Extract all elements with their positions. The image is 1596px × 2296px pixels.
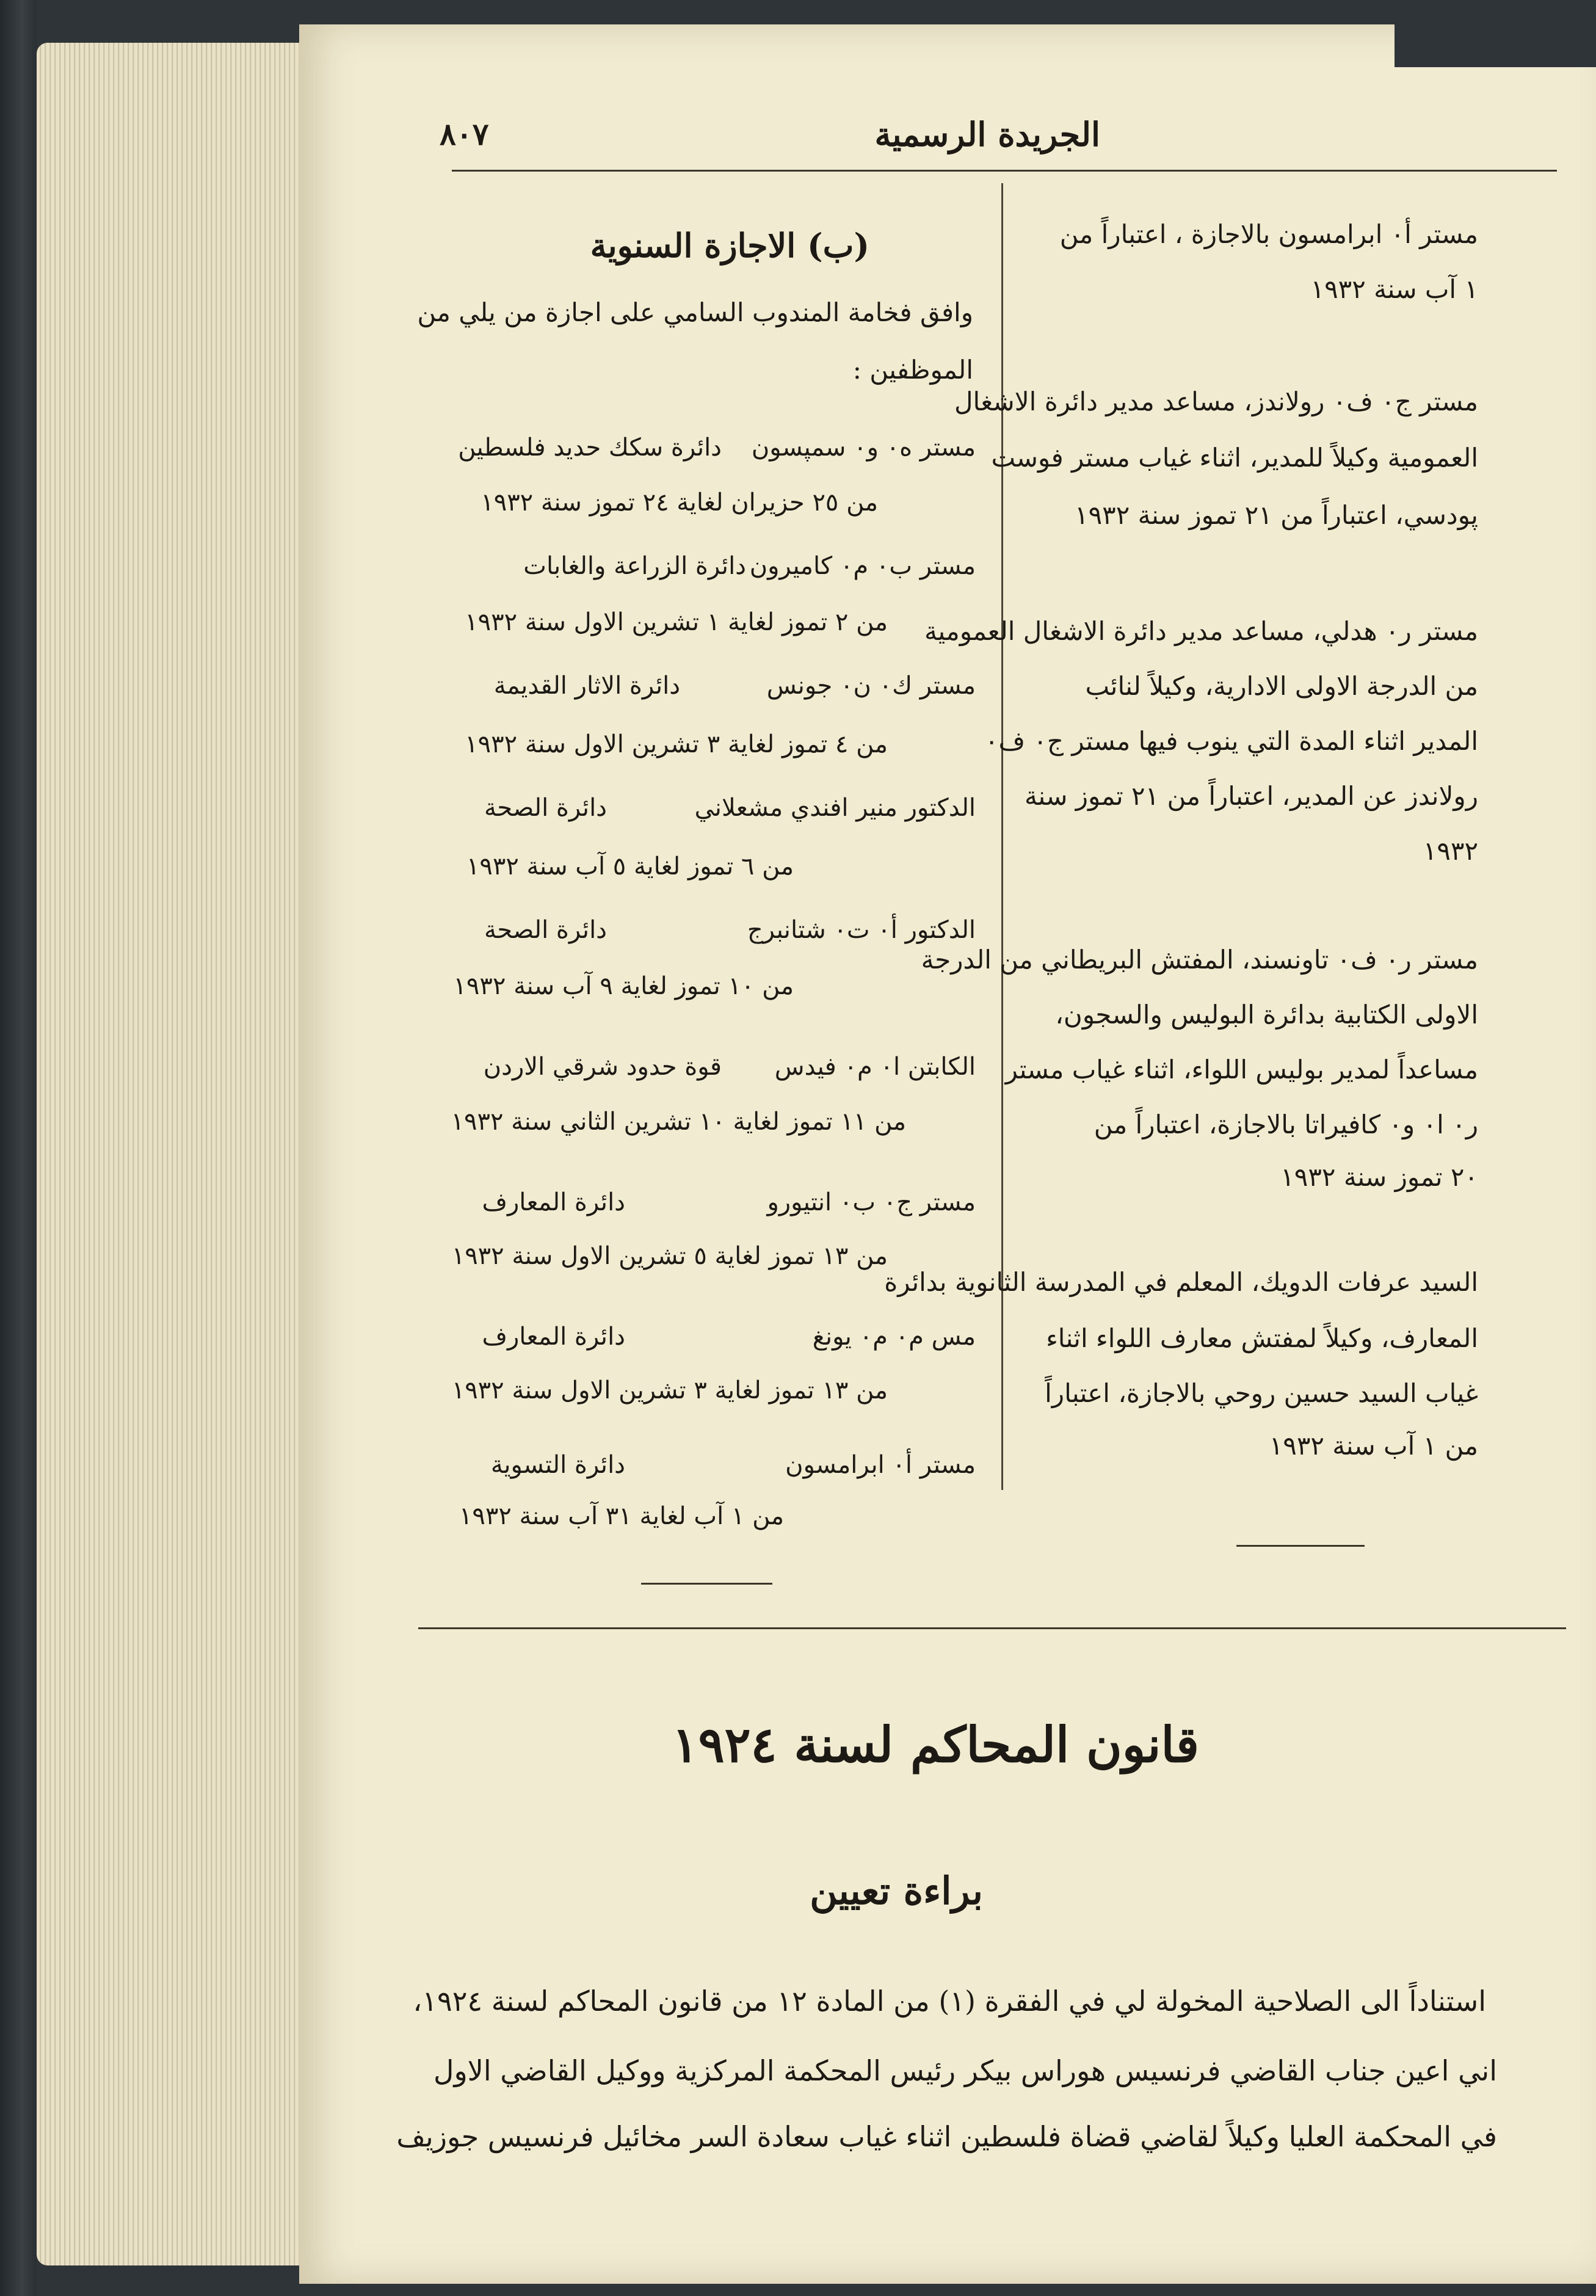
entry-name: مستر ه٠ و٠ سمپسون — [751, 434, 976, 462]
page-number: ٨٠٧ — [440, 116, 489, 152]
page-stack — [37, 43, 305, 2265]
header-rule — [452, 170, 1557, 172]
right-line: ١٩٣٢ — [1423, 836, 1478, 866]
intro-line: الموظفين : — [852, 355, 973, 385]
entry-dept: دائرة الاثار القديمة — [493, 672, 680, 700]
entry-dept: دائرة الزراعة والغابات — [523, 552, 746, 580]
torn-corner — [1395, 24, 1596, 67]
right-line: مستر ج٠ ف٠ رولاندز، مساعد مدير دائرة الاشغال — [954, 387, 1478, 416]
column-end-rule — [1236, 1545, 1365, 1547]
section-divider — [418, 1627, 1566, 1629]
right-line: مساعداً لمدير بوليس اللواء، اثناء غياب مستر — [1005, 1055, 1478, 1084]
entry-dates: من ١١ تموز لغاية ١٠ تشرين الثاني سنة ١٩٣٢ — [451, 1108, 906, 1136]
right-line: السيد عرفات الدويك، المعلم في المدرسة الثانوية بدائرة — [884, 1267, 1478, 1297]
right-line: الاولى الكتابية بدائرة البوليس والسجون، — [1055, 1000, 1478, 1030]
right-line: مستر ر٠ هدلي، مساعد مدير دائرة الاشغال العمومية — [924, 616, 1478, 646]
entry-dates: من ١ آب لغاية ٣١ آب سنة ١٩٣٢ — [459, 1502, 784, 1530]
body-line: اني اعين جناب القاضي فرنسيس هوراس بيكر رئيس المحكمة المركزية ووكيل القاضي الاول — [433, 2054, 1497, 2087]
entry-dept: دائرة المعارف — [482, 1188, 625, 1216]
right-line: ٢٠ تموز سنة ١٩٣٢ — [1280, 1162, 1478, 1192]
entry-dept: قوة حدود شرقي الاردن — [483, 1053, 722, 1081]
right-line: المدير اثناء المدة التي ينوب فيها مستر ج٠ ف٠ — [984, 726, 1478, 756]
entry-dates: من ٢٥ حزيران لغاية ٢٤ تموز سنة ١٩٣٢ — [481, 489, 878, 517]
body-line: في المحكمة العليا وكيلاً لقاضي قضاة فلسطين اثناء غياب سعادة السر مخائيل فرنسيس جوزيف — [396, 2120, 1497, 2153]
entry-name: مستر أ٠ ابرامسون — [785, 1451, 976, 1479]
entry-name: الدكتور أ٠ ت٠ شتانبرج — [747, 916, 976, 944]
entry-name: مستر ك٠ ن٠ جونس — [766, 672, 976, 700]
entry-dates: من ١٣ تموز لغاية ٥ تشرين الاول سنة ١٩٣٢ — [451, 1242, 888, 1270]
entry-dates: من ٤ تموز لغاية ٣ تشرين الاول سنة ١٩٣٢ — [465, 730, 888, 758]
right-line: من ١ آب سنة ١٩٣٢ — [1269, 1431, 1478, 1461]
law-title: قانون المحاكم لسنة ١٩٢٤ — [672, 1716, 1199, 1773]
entry-name: مس م٠ م٠ يونغ — [812, 1323, 976, 1351]
intro-line: وافق فخامة المندوب السامي على اجازة من يلي من — [417, 297, 973, 327]
entry-dept: دائرة المعارف — [482, 1323, 625, 1351]
entry-name: الدكتور منير افندي مشعلاني — [694, 794, 976, 822]
right-line: مستر أ٠ ابرامسون بالاجازة ، اعتباراً من — [1059, 219, 1478, 249]
entry-dates: من ١٠ تموز لغاية ٩ آب سنة ١٩٣٢ — [453, 972, 794, 1000]
page-title: الجريدة الرسمية — [874, 115, 1100, 154]
entry-dept: دائرة الصحة — [484, 916, 607, 944]
entry-name: الكابتن ا٠ م٠ فيدس — [774, 1053, 976, 1081]
right-line: العمومية وكيلاً للمدير، اثناء غياب مستر فوست — [991, 443, 1478, 473]
right-line: ١ آب سنة ١٩٣٢ — [1310, 274, 1478, 304]
right-line: من الدرجة الاولى الادارية، وكيلاً لنائب — [1085, 671, 1478, 701]
right-line: مستر ر٠ ف٠ تاونسند، المفتش البريطاني من الدرجة — [921, 945, 1478, 975]
body-line: استناداً الى الصلاحية المخولة لي في الفقرة (١) من المادة ١٢ من قانون المحاكم لسنة ١٩٢٤، — [413, 1985, 1486, 2018]
entry-dept: دائرة التسوية — [490, 1451, 625, 1479]
book-cover-edge — [0, 0, 37, 2296]
right-line: رولاندز عن المدير، اعتباراً من ٢١ تموز سنة — [1025, 781, 1478, 811]
column-end-rule — [641, 1583, 772, 1585]
entry-dept: دائرة الصحة — [484, 794, 607, 822]
right-line: المعارف، وكيلاً لمفتش معارف اللواء اثناء — [1046, 1323, 1478, 1353]
entry-dept: دائرة سكك حديد فلسطين — [458, 434, 722, 462]
section-heading: (ب) الاجازة السنوية — [590, 226, 869, 265]
entry-dates: من ٢ تموز لغاية ١ تشرين الاول سنة ١٩٣٢ — [465, 608, 888, 636]
entry-name: مستر ب٠ م٠ كاميرون — [749, 552, 976, 580]
right-line: ر٠ ا٠ و٠ كافيراتا بالاجازة، اعتباراً من — [1094, 1110, 1478, 1139]
entry-dates: من ٦ تموز لغاية ٥ آب سنة ١٩٣٢ — [466, 852, 794, 881]
entry-name: مستر ج٠ ب٠ انتيورو — [767, 1188, 976, 1216]
right-line: غياب السيد حسين روحي بالاجازة، اعتباراً — [1045, 1378, 1478, 1408]
entry-dates: من ١٣ تموز لغاية ٣ تشرين الاول سنة ١٩٣٢ — [451, 1376, 888, 1404]
right-line: پودسي، اعتباراً من ٢١ تموز سنة ١٩٣٢ — [1075, 500, 1478, 530]
law-subtitle: براءة تعيين — [810, 1869, 983, 1913]
